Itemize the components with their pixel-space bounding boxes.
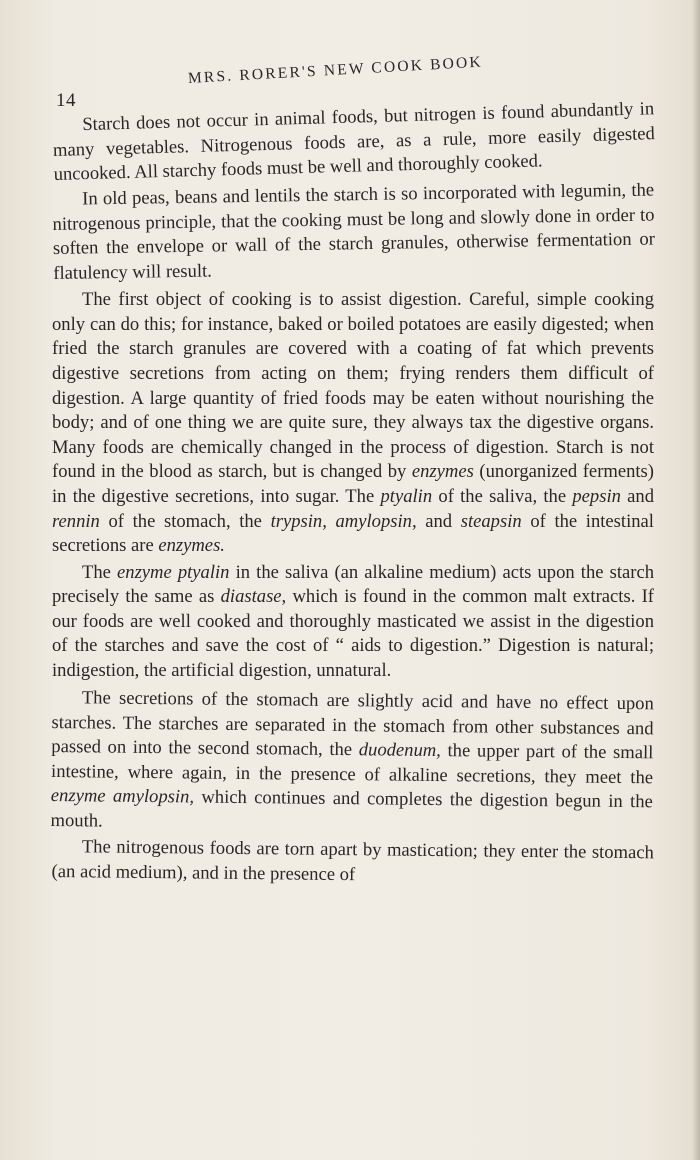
text-run: which continues and completes the digestion begun in the mouth. — [50, 786, 653, 832]
paragraph-stomach-secretions — [50, 686, 654, 840]
paragraph-first-object — [52, 288, 654, 559]
italic-term: enzyme ptyalin — [117, 561, 230, 583]
italic-term: duodenum, — [358, 739, 442, 761]
italic-term: ptyalin — [380, 485, 433, 507]
text-run: in the saliva (an alkaline medium) acts upon the starch precisely the same as — [52, 561, 654, 608]
paragraph-nitrogenous-foods — [51, 835, 653, 890]
running-head: MRS. RORER'S NEW COOK BOOK — [187, 53, 484, 87]
italic-term: steapsin — [460, 510, 522, 532]
italic-term: trypsin, amylopsin, — [270, 510, 417, 532]
paragraph-starch-intro — [52, 97, 656, 188]
paragraph-enzyme-ptyalin — [52, 561, 654, 684]
italic-term: pepsin — [572, 485, 621, 507]
italic-term: rennin — [52, 510, 100, 532]
text-run: The nitrogenous foods are torn apart by mastication; they enter the stomach (an acid medium), and in the presence of — [51, 836, 654, 885]
text-run: of the saliva, the — [432, 485, 573, 507]
italic-term: enzymes — [411, 461, 474, 483]
page-number: 14 — [56, 90, 76, 111]
text-run: which is found in the common malt extracts. If our foods are well cooked and thoroughly masticated we assist in the digestion of the starches and save the cost of “ aids to digestion.” Digestion is natural; indigestion, the artificial digestion, unnatural. — [52, 586, 655, 682]
text-run: and — [620, 485, 655, 507]
text-run: The — [82, 561, 118, 583]
text-run: The secretions of the stomach are slightly acid and have no effect upon starches. The starches are separated in the stomach from other substances and passed on into the second stomach, the — [51, 686, 654, 761]
italic-term: diastase, — [220, 586, 287, 608]
text-run: the upper part of the small intestine, where again, in the presence of alkaline secretions, they meet the — [50, 739, 654, 788]
paragraph-old-peas — [52, 178, 655, 286]
page-gutter-shadow — [692, 0, 700, 1160]
italic-term: enzyme amylopsin, — [50, 785, 195, 808]
text-run: and — [416, 510, 461, 532]
text-run: The first object of cooking is to assist digestion. Careful, simple cooking only can do this; for instance, baked or boiled potatoes are easily digested; when fried the starch granules are covered with a coating of fat which prevents digestive secretions from acting on them; frying renders them difficult of digestion. A large quantity of fried foods may be eaten without nourishing the body; and of one thing we are quite sure, they always tax the digestive organs. Many foods are chemically changed in the process of digestion. Starch is not found in the blood as starch, but is changed by — [52, 289, 654, 483]
text-run: of the stomach, the — [99, 510, 271, 532]
italic-term: enzymes. — [158, 535, 225, 557]
text-run: Starch does not occur in animal foods, but nitrogen is found abundantly in many vegetables. Nitrogenous foods are, as a rule, more easily digested uncooked. All starchy foods must be well and thoroughly cooked. — [52, 98, 656, 186]
text-run: (unorganized ferments) in the digestive secretions, into sugar. The — [52, 461, 654, 507]
text-run: of the intestinal secretions are — [52, 510, 654, 557]
text-run: In old peas, beans and lentils the starch is so incorporated with legumin, the nitrogenous principle, that the cooking must be long and slowly done in order to soften the envelope or wall of the starch granules, otherwise fermentation or flatulency will result. — [52, 179, 656, 284]
